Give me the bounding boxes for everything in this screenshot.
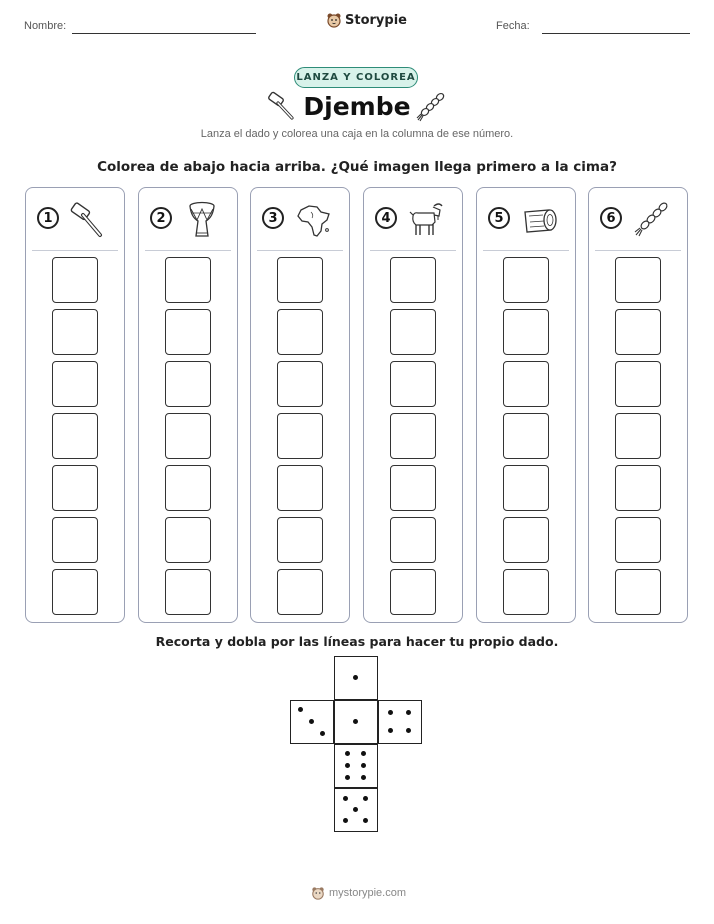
dice-face-5: [334, 788, 378, 832]
dice-pip: [361, 763, 366, 768]
color-box[interactable]: [277, 361, 323, 407]
color-box[interactable]: [277, 413, 323, 459]
storypie-mascot-icon: [326, 12, 342, 28]
dice-pip: [361, 751, 366, 756]
color-box[interactable]: [165, 569, 211, 615]
column-number: 3: [262, 207, 284, 229]
color-box[interactable]: [277, 517, 323, 563]
column-2: [138, 187, 238, 623]
color-box[interactable]: [615, 569, 661, 615]
color-box[interactable]: [165, 257, 211, 303]
dice-pip: [388, 728, 393, 733]
color-box[interactable]: [503, 413, 549, 459]
date-line: [542, 33, 690, 34]
color-box[interactable]: [390, 569, 436, 615]
cut-instruction: Recorta y dobla por las líneas para hacer tu propio dado.: [155, 634, 559, 649]
column-number: 5: [488, 207, 510, 229]
color-box[interactable]: [165, 465, 211, 511]
column-header: [589, 188, 687, 251]
dice-face-1: [334, 700, 378, 744]
color-box[interactable]: [52, 309, 98, 355]
column-header: [26, 188, 124, 251]
color-box[interactable]: [503, 309, 549, 355]
column-number: 2: [150, 207, 172, 229]
dice-pip: [363, 818, 368, 823]
column-divider: [370, 250, 456, 251]
color-box[interactable]: [52, 257, 98, 303]
color-box[interactable]: [615, 413, 661, 459]
color-box[interactable]: [165, 517, 211, 563]
rope-icon: [629, 200, 675, 240]
color-box[interactable]: [390, 413, 436, 459]
dice-pip: [406, 728, 411, 733]
brand-name: Storypie: [345, 12, 407, 28]
column-divider: [32, 250, 118, 251]
column-divider: [483, 250, 569, 251]
color-box[interactable]: [277, 257, 323, 303]
color-box[interactable]: [52, 569, 98, 615]
subtitle: Lanza el dado y colorea una caja en la columna de ese número.: [200, 128, 514, 140]
color-box[interactable]: [165, 309, 211, 355]
color-box[interactable]: [615, 257, 661, 303]
dice-pip: [361, 775, 366, 780]
color-box[interactable]: [52, 361, 98, 407]
goat-icon: [404, 200, 450, 240]
column-header: [251, 188, 349, 251]
color-box[interactable]: [52, 517, 98, 563]
brand-logo: [326, 12, 407, 28]
column-divider: [257, 250, 343, 251]
dice-pip: [406, 710, 411, 715]
dice-pip: [320, 731, 325, 736]
color-box[interactable]: [615, 517, 661, 563]
mallet-icon: [66, 200, 112, 240]
page-title: Djembe: [303, 92, 411, 121]
column-header: [364, 188, 462, 251]
color-box[interactable]: [277, 569, 323, 615]
color-box[interactable]: [503, 257, 549, 303]
storypie-mascot-icon: [311, 886, 325, 900]
footer-url: mystorypie.com: [329, 887, 407, 899]
column-header: [477, 188, 575, 251]
column-header: [139, 188, 237, 251]
color-box[interactable]: [503, 569, 549, 615]
date-label: Fecha:: [496, 20, 530, 32]
activity-badge: LANZA Y COLOREA: [294, 67, 418, 88]
column-1: [25, 187, 125, 623]
africa-map-icon: [291, 200, 337, 240]
dice-pip: [345, 751, 350, 756]
instruction-text: Colorea de abajo hacia arriba. ¿Qué imagen llega primero a la cima?: [97, 159, 617, 175]
column-5: [476, 187, 576, 623]
column-divider: [595, 250, 681, 251]
color-box[interactable]: [165, 361, 211, 407]
color-box[interactable]: [390, 465, 436, 511]
dice-pip: [345, 775, 350, 780]
column-divider: [145, 250, 231, 251]
color-box[interactable]: [390, 257, 436, 303]
wood-log-icon: [517, 200, 563, 240]
dice-face-4: [378, 700, 422, 744]
column-3: [250, 187, 350, 623]
column-number: 1: [37, 207, 59, 229]
djembe-drum-icon: [179, 200, 225, 240]
footer: [311, 886, 406, 900]
dice-pip: [343, 818, 348, 823]
color-box[interactable]: [52, 413, 98, 459]
dice-pip: [388, 710, 393, 715]
color-box[interactable]: [503, 361, 549, 407]
dice-pip: [309, 719, 314, 724]
dice-pip: [353, 807, 358, 812]
column-4: [363, 187, 463, 623]
dice-pip: [353, 719, 358, 724]
color-box[interactable]: [52, 465, 98, 511]
color-box[interactable]: [503, 517, 549, 563]
name-line: [72, 33, 256, 34]
name-label: Nombre:: [24, 20, 67, 32]
rope-icon: [414, 90, 448, 124]
color-box[interactable]: [615, 465, 661, 511]
column-number: 4: [375, 207, 397, 229]
color-box[interactable]: [615, 361, 661, 407]
color-box[interactable]: [390, 309, 436, 355]
color-box[interactable]: [165, 413, 211, 459]
dice-pip: [343, 796, 348, 801]
dice-face-3: [290, 700, 334, 744]
color-box[interactable]: [277, 309, 323, 355]
dice-pip: [353, 675, 358, 680]
column-6: [588, 187, 688, 623]
color-box[interactable]: [615, 309, 661, 355]
color-box[interactable]: [390, 361, 436, 407]
color-box[interactable]: [503, 465, 549, 511]
color-box[interactable]: [277, 465, 323, 511]
dice-face-1: [334, 656, 378, 700]
dice-pip: [298, 707, 303, 712]
dice-face-6: [334, 744, 378, 788]
dice-pip: [345, 763, 350, 768]
dice-pip: [363, 796, 368, 801]
column-number: 6: [600, 207, 622, 229]
color-box[interactable]: [390, 517, 436, 563]
